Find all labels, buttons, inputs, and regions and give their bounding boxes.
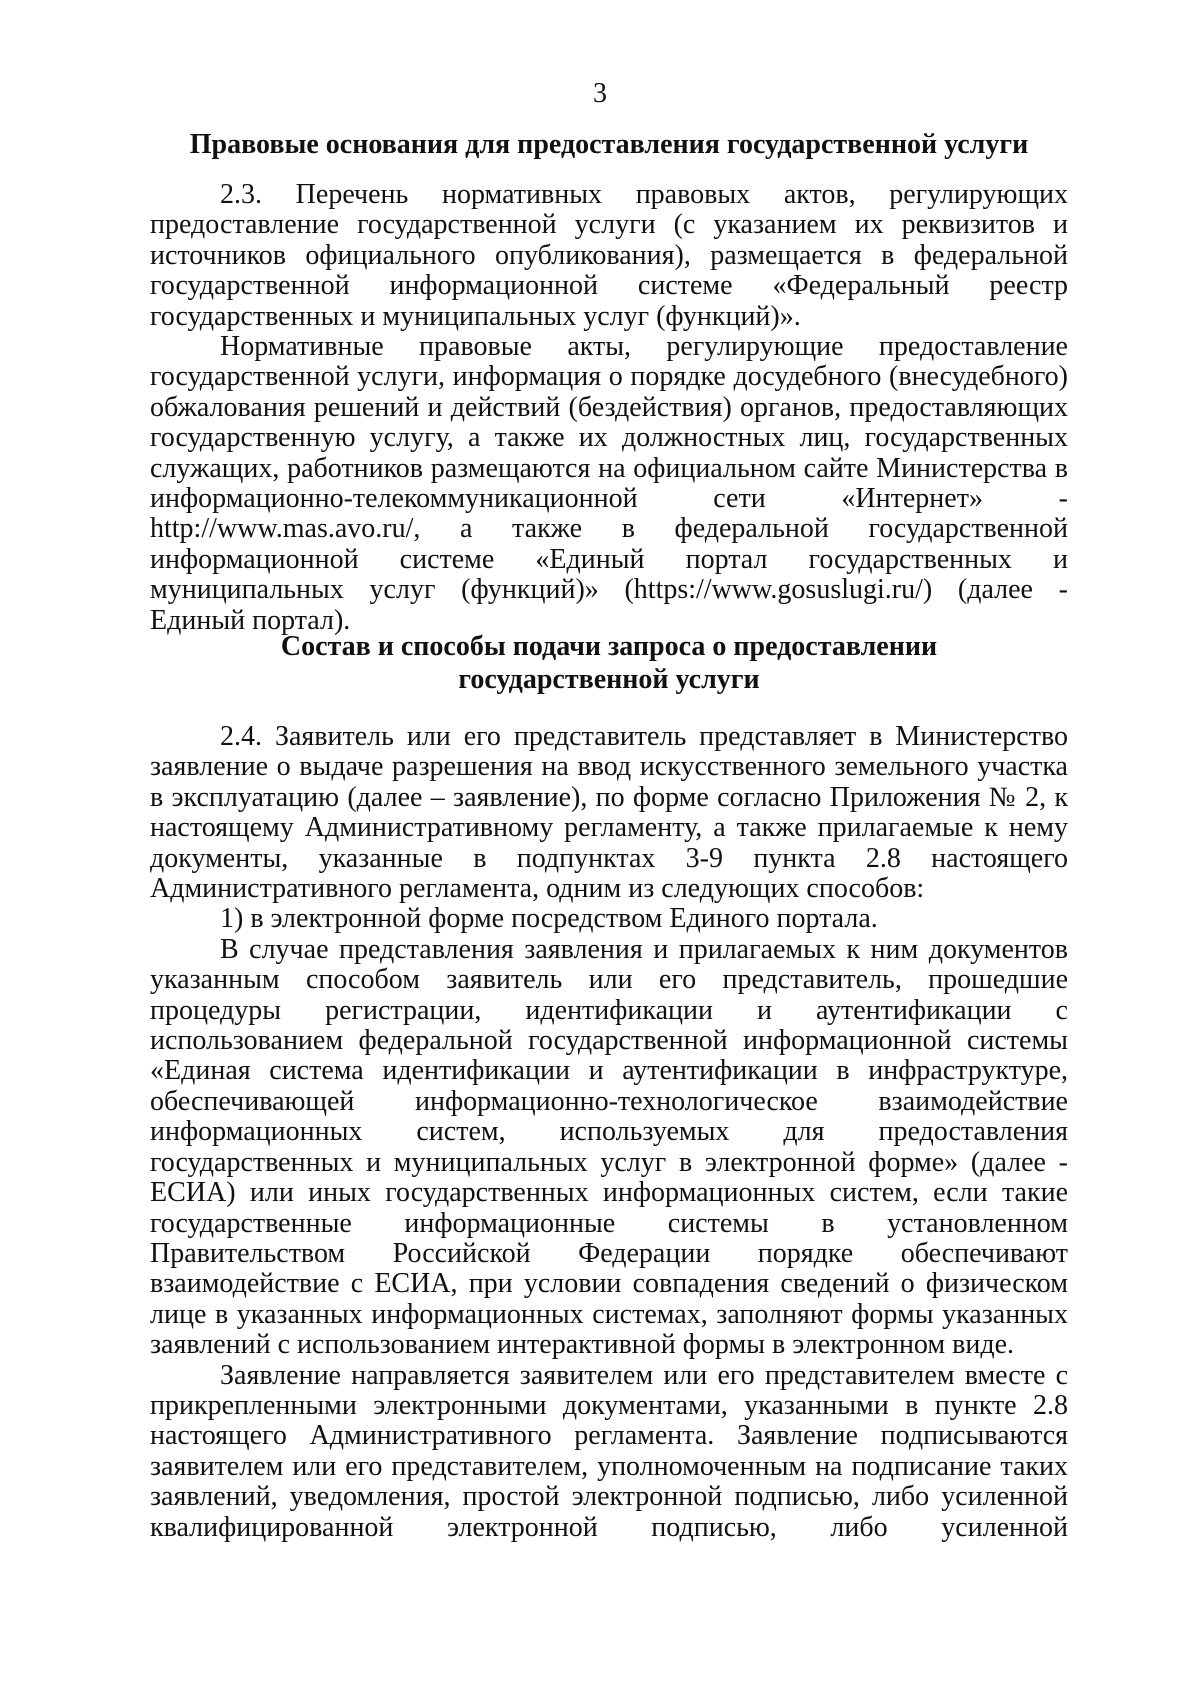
section-heading-line-1: Состав и способы подачи запроса о предоставлении: [280, 631, 938, 662]
section-heading-request-composition: [150, 630, 1068, 696]
paragraph-normative-acts: Нормативные правовые акты, регулирующие предоставление государственной услуги, информация о порядке досудебного (внесудебного) обжалования решений и действий (бездействия) органов, предоставляющих государственную услугу, а также их должностных лиц, государственных служащих, работников размещаются на официальном сайте Министерства в информационно-телекоммуникационной сети «Интернет» - http://www.mas.avo.ru/, а также в федеральной государственной информационной системе «Единый портал государственных и муниципальных услуг (функций)» (https://www.gosuslugi.ru/) (далее - Единый портал).: [150, 331, 1068, 636]
paragraph-2-4: 2.4. Заявитель или его представитель представляет в Министерство заявление о выдаче разрешения на ввод искусственного земельного участка в эксплуатацию (далее – заявление), по форме согласно Приложения № 2, к настоящему Административному регламенту, а также прилагаемые к нему документы, указанные в подпунктах 3-9 пункта 2.8 настоящего Административного регламента, одним из следующих способов:: [150, 721, 1068, 905]
section-body-request-composition: [150, 722, 1068, 1543]
paragraph-application-signature: Заявление направляется заявителем или его представителем вместе с прикрепленными электронными документами, указанными в пункте 2.8 настоящего Административного регламента. Заявление подписываются заявителем или его представителем, уполномоченным на подписание таких заявлений, уведомления, простой электронной подписью, либо усиленной квалифицированной электронной подписью, либо усиленной: [150, 1359, 1068, 1543]
paragraph-2-3: 2.3. Перечень нормативных правовых актов, регулирующих предоставление государственной услуги (с указанием их реквизитов и источников официального опубликования), размещается в федеральной государственной информационной системе «Федеральный реестр государственных и муниципальных услуг (функций)».: [150, 179, 1068, 332]
page-number: 3: [593, 78, 607, 109]
paragraph-electronic-form: 1) в электронной форме посредством Единого портала.: [220, 903, 878, 935]
section-body-legal-basis: [150, 180, 1068, 636]
paragraph-esia: В случае представления заявления и прилагаемых к ним документов указанным способом заявитель или его представитель, прошедшие процедуры регистрации, идентификации и аутентификации с использованием федеральной государственной информационной системы «Единая система идентификации и аутентификации в инфраструктуре, обеспечивающей информационно-технологическое взаимодействие информационных систем, используемых для предоставления государственных и муниципальных услуг в электронной форме» (далее - ЕСИА) или иных государственных информационных систем, если такие государственные информационные системы в установленном Правительством Российской Федерации порядке обеспечивают взаимодействие с ЕСИА, при условии совпадения сведений о физическом лице в указанных информационных системах, заполняют формы указанных заявлений с использованием интерактивной формы в электронном виде.: [150, 933, 1068, 1361]
section-heading-legal-basis: Правовые основания для предоставления государственной услуги: [189, 129, 1029, 160]
section-heading-line-2: государственной услуги: [458, 664, 760, 695]
